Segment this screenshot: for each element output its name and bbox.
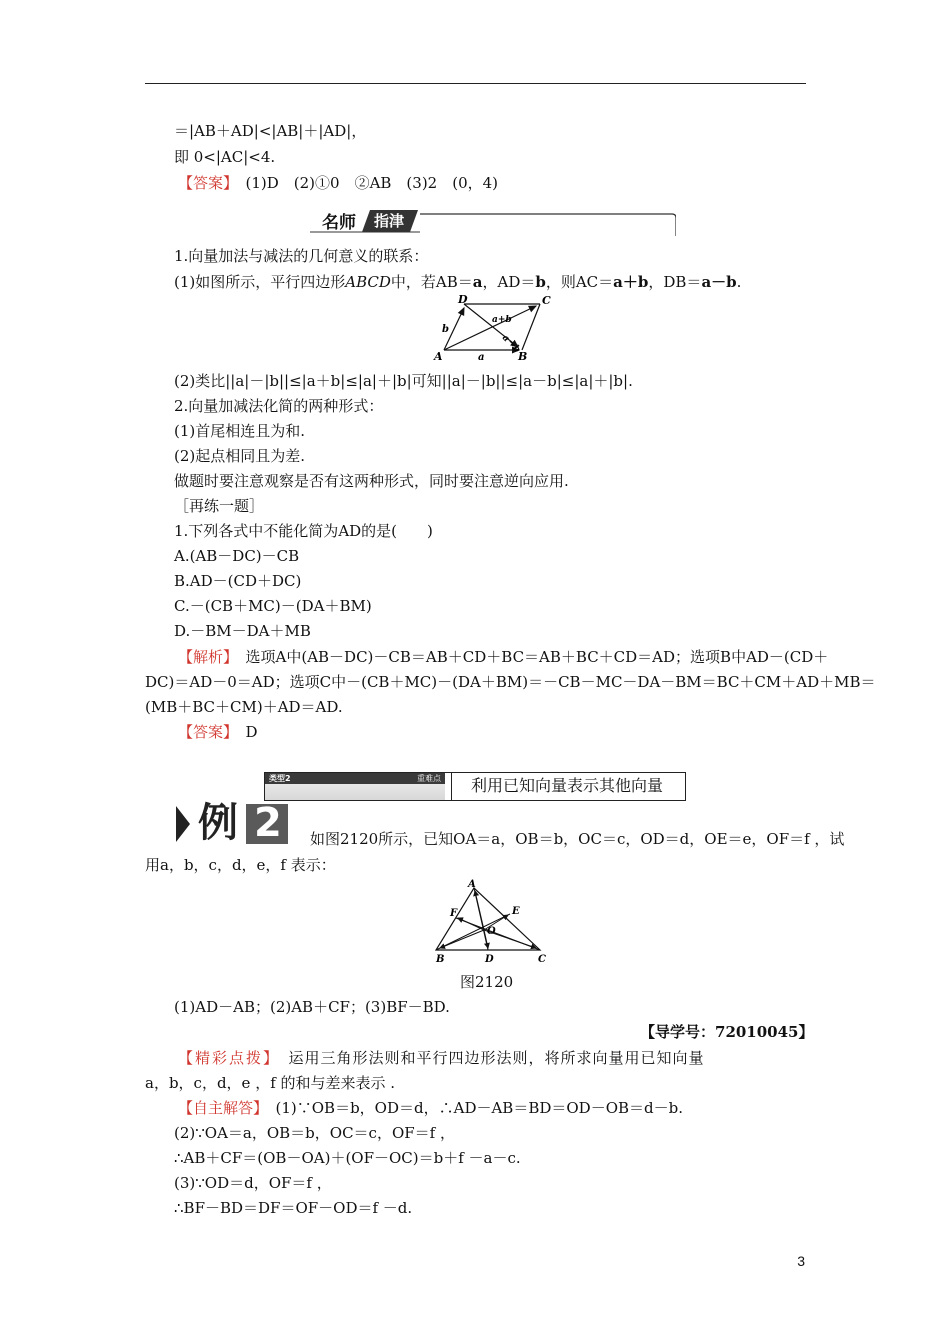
answer-text: (1)D (2)①0 ②AB (3)2 (0，4) bbox=[230, 174, 499, 192]
solution-line-2: (2)∵OA＝a，OB＝b，OC＝c，OF＝f ， bbox=[174, 1124, 455, 1142]
hint-text-1: 运用三角形法则和平行四边形法则，将所求向量用已知向量 bbox=[272, 1049, 705, 1067]
pt-C: C bbox=[542, 294, 551, 307]
text-line: ＝|AB＋AD|<|AB|＋|AD|， bbox=[174, 122, 367, 140]
header-rule bbox=[145, 83, 806, 84]
practice-answer bbox=[178, 722, 258, 742]
guide-p4: 2.向量加减法化简的两种形式： bbox=[174, 397, 384, 415]
guide-p6: (2)起点相同且为差. bbox=[174, 447, 306, 465]
triangle-figure bbox=[428, 878, 552, 966]
pt-C: C bbox=[538, 954, 546, 965]
example-number: 2 bbox=[254, 800, 282, 846]
analysis-line bbox=[178, 647, 828, 667]
figure-caption: 图2120 bbox=[460, 973, 514, 991]
example-parts: (1)AD－AB；(2)AB＋CF；(3)BF－BD. bbox=[174, 998, 450, 1016]
guide-p5: (1)首尾相连且为和. bbox=[174, 422, 306, 440]
type-bar-divider bbox=[451, 773, 452, 800]
analysis-text-3: (MB＋BC＋CM)＋AD＝AD. bbox=[145, 698, 343, 716]
parallelogram-figure bbox=[432, 292, 562, 364]
label-b: b bbox=[442, 324, 449, 335]
guide-p2-end: . bbox=[736, 273, 742, 291]
answer-label: 【答案】 bbox=[178, 723, 231, 741]
guide-p2-middle: 中，若AB＝ bbox=[390, 273, 473, 291]
option-c: C.－(CB＋MC)－(DA＋BM) bbox=[174, 597, 372, 615]
label-amb: a－b bbox=[499, 333, 522, 356]
example-line-1: 如图2120所示，已知OA＝a，OB＝b，OC＝c，OD＝d，OE＝e，OF＝f ，试 bbox=[310, 830, 845, 848]
answer-line bbox=[178, 173, 498, 193]
guide-p1: 1.向量加法与减法的几何意义的联系： bbox=[174, 247, 429, 265]
answer-label: 【答案】 bbox=[178, 174, 231, 192]
guide-p2-db: ，DB＝ bbox=[648, 273, 702, 291]
example-char: 例 bbox=[198, 800, 238, 846]
label-a: a bbox=[478, 352, 485, 363]
type-bar bbox=[264, 772, 686, 801]
teacher-guide-banner bbox=[310, 204, 676, 236]
pt-D: D bbox=[458, 293, 468, 306]
pt-A: A bbox=[434, 350, 443, 363]
abcd-label: ABCD bbox=[345, 273, 391, 291]
vec-b: b bbox=[535, 273, 546, 291]
type-label: 类型2 bbox=[269, 774, 291, 783]
solution-line-1 bbox=[178, 1098, 683, 1118]
hint-line-2: a，b，c，d，e ，f 的和与差来表示 . bbox=[145, 1074, 396, 1092]
guide-p2-rest: ，则AC＝ bbox=[545, 273, 614, 291]
answer-text: D bbox=[230, 723, 258, 741]
pt-O: O bbox=[487, 926, 496, 937]
banner-frame bbox=[310, 204, 676, 236]
pt-B: B bbox=[436, 954, 445, 965]
solution-line-5: ∴BF－BD＝DF＝OF－OD＝f －d. bbox=[174, 1199, 413, 1217]
type-title: 利用已知向量表示其他向量 bbox=[471, 776, 664, 795]
banner-left: 名师 bbox=[322, 213, 356, 233]
vec-a: a bbox=[472, 273, 483, 291]
guide-number: 【导学号：72010045】 bbox=[640, 1023, 814, 1041]
pt-E: E bbox=[512, 906, 520, 917]
guide-p2-prefix: (1)如图所示，平行四边形 bbox=[174, 273, 346, 291]
label-apb: a+b bbox=[492, 315, 512, 325]
option-b: B.AD－(CD＋DC) bbox=[174, 572, 302, 590]
hint-line-1 bbox=[178, 1048, 705, 1068]
analysis-label: 【解析】 bbox=[178, 648, 231, 666]
banner-right: 指津 bbox=[374, 212, 405, 230]
pt-A: A bbox=[468, 879, 476, 890]
example-line-2: 用a，b，c，d，e，f 表示： bbox=[145, 856, 336, 874]
practice-heading: ［再练一题］ bbox=[174, 497, 265, 515]
hint-label: 【精彩点拨】 bbox=[178, 1049, 273, 1067]
solution-text-1: (1)∵OB＝b，OD＝d，∴AD－AB＝BD＝OD－OB＝d－b. bbox=[260, 1099, 683, 1117]
analysis-text-1: 选项A中(AB－DC)－CB＝AB＋CD＋BC＝AB＋BC＋CD＝AD；选项B中AD－(CD＋ bbox=[230, 648, 829, 666]
vec-a-plus-b: a＋b bbox=[613, 273, 649, 291]
guide-p2 bbox=[174, 272, 741, 292]
pt-D: D bbox=[485, 954, 494, 965]
practice-question: 1.下列各式中不能化简为AD的是( ) bbox=[174, 522, 433, 540]
guide-p7: 做题时要注意观察是否有这两种形式，同时要注意逆向应用. bbox=[174, 472, 569, 490]
pt-B: B bbox=[518, 350, 528, 363]
text-line: 即 0<|AC|<4. bbox=[174, 148, 276, 166]
page-number: 3 bbox=[797, 1253, 805, 1269]
solution-line-3: ∴AB＋CF＝(OB－OA)＋(OF－OC)＝b＋f －a－c. bbox=[174, 1149, 521, 1167]
solution-label: 【自主解答】 bbox=[178, 1099, 261, 1117]
solution-line-4: (3)∵OD＝d，OF＝f ， bbox=[174, 1174, 332, 1192]
guide-p2-ad: ，AD＝ bbox=[482, 273, 536, 291]
vec-a-minus-b: a－b bbox=[701, 273, 737, 291]
type-mid-label: 重难点 bbox=[417, 774, 441, 783]
analysis-text-2: DC)＝AD－0＝AD；选项C中－(CB＋MC)－(DA＋BM)＝－CB－MC－DA－BM＝BC＋CM＋AD＋MB＝ bbox=[145, 673, 876, 691]
option-a: A.(AB－DC)－CB bbox=[174, 547, 300, 565]
example-badge bbox=[176, 802, 288, 846]
option-d: D.－BM－DA＋MB bbox=[174, 622, 311, 640]
pt-F: F bbox=[450, 908, 458, 919]
guide-p3: (2)类比||a|－|b||≤|a＋b|≤|a|＋|b|可知||a|－|b||≤|a－b|≤|a|＋|b|. bbox=[174, 372, 633, 390]
